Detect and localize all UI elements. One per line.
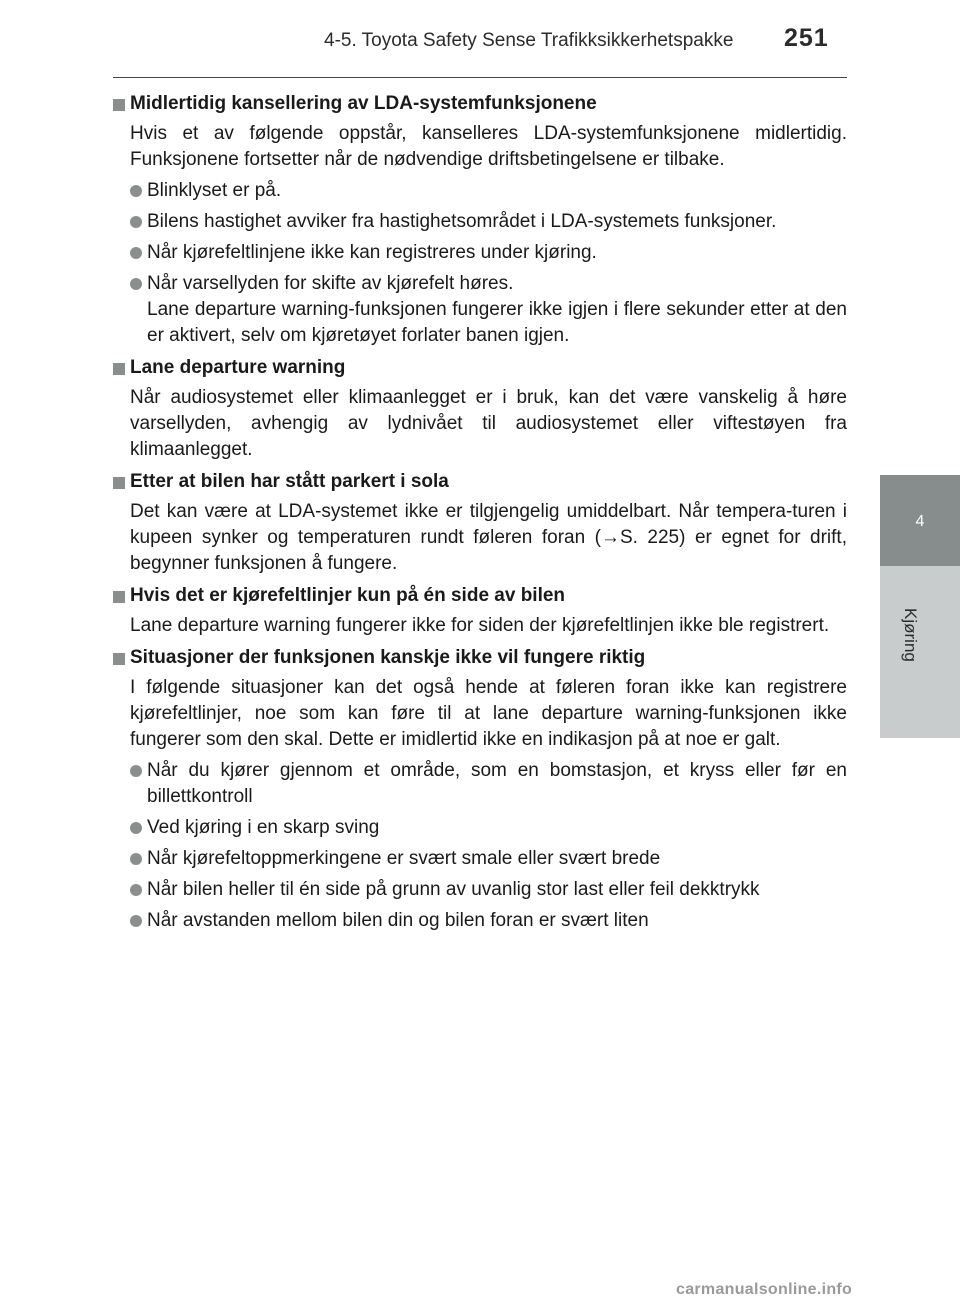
- chapter-label-strip: [880, 566, 960, 738]
- round-bullet-icon: [130, 185, 142, 197]
- list-item: [113, 877, 847, 903]
- list-item-text: Når du kjører gjennom et område, som en bomstasjon, et kryss eller før en billettkontroll: [147, 760, 847, 807]
- list-item: [113, 846, 847, 872]
- round-bullet-icon: [130, 765, 142, 777]
- list-item-text: Når avstanden mellom bilen din og bilen foran er svært liten: [147, 910, 649, 931]
- paragraph: Lane departure warning fungerer ikke for siden der kjørefeltlinjen ikke ble registrert.: [130, 615, 830, 636]
- section-heading: [113, 91, 847, 117]
- round-bullet-icon: [130, 853, 142, 865]
- square-bullet-icon: [113, 653, 125, 665]
- round-bullet-icon: [130, 822, 142, 834]
- list-item: [113, 209, 847, 235]
- list-item-text: Når kjørefeltlinjene ikke kan registreres under kjøring.: [147, 242, 597, 263]
- paragraph: Det kan være at LDA-systemet ikke er tilgjengelig umiddelbart. Når tempera-turen i kupeen synker og temperaturen rundt føleren foran (→S. 225) er egnet for drift, begynner funksjonen å fungere.: [130, 501, 847, 574]
- round-bullet-icon: [130, 278, 142, 290]
- square-bullet-icon: [113, 477, 125, 489]
- list-item-text: Ved kjøring i en skarp sving: [147, 817, 380, 838]
- list-item: [113, 758, 847, 810]
- paragraph: Når audiosystemet eller klimaanlegget er i bruk, kan det være vanskelig å høre varsellyden, avhengig av lydnivået til audiosystemet eller viftestøyen fra klimaanlegget.: [130, 387, 847, 460]
- round-bullet-icon: [130, 247, 142, 259]
- list-item: [113, 908, 847, 934]
- chapter-label: Kjøring: [901, 608, 920, 662]
- main-content: [113, 91, 847, 940]
- section-heading: [113, 645, 847, 671]
- section-heading-text: Midlertidig kansellering av LDA-systemfunksjonene: [130, 93, 597, 114]
- list-item-text: Når bilen heller til én side på grunn av uvanlig stor last eller feil dekktrykk: [147, 879, 760, 900]
- list-item: [113, 815, 847, 841]
- list-item: [113, 178, 847, 204]
- paragraph: I følgende situasjoner kan det også hende at føleren foran ikke kan registrere kjørefeltlinjer, noe som kan føre til at lane departure warning-funksjonen ikke fungerer som den skal. Dette er imidlertid ikke en indikasjon på at noe er galt.: [130, 677, 847, 750]
- round-bullet-icon: [130, 884, 142, 896]
- section: [113, 355, 847, 463]
- section-heading-text: Lane departure warning: [130, 357, 346, 378]
- section: [113, 91, 847, 349]
- list-item-text: Bilens hastighet avviker fra hastighetsområdet i LDA-systemets funksjoner.: [147, 211, 777, 232]
- section-heading-text: Etter at bilen har stått parkert i sola: [130, 471, 449, 492]
- section-heading: [113, 355, 847, 381]
- paragraph: Hvis et av følgende oppstår, kanselleres LDA-systemfunksjonene midlertidig. Funksjonene fortsetter når de nødvendige driftsbetingelsene er tilbake.: [130, 123, 847, 170]
- square-bullet-icon: [113, 591, 125, 603]
- page-number: 251: [784, 24, 829, 52]
- round-bullet-icon: [130, 915, 142, 927]
- list-item: [113, 271, 847, 349]
- header-divider: [113, 77, 847, 78]
- section: [113, 645, 847, 934]
- list-item-text: Blinklyset er på.: [147, 180, 282, 201]
- watermark: carmanualsonline.info: [676, 1281, 853, 1298]
- list-item-text: Lane departure warning-funksjonen fungerer ikke igjen i flere sekunder etter at den er aktivert, selv om kjøretøyet forlater banen igjen.: [147, 299, 847, 346]
- section: [113, 583, 847, 639]
- list-item-text: Når kjørefeltoppmerkingene er svært smale eller svært brede: [147, 848, 661, 869]
- section-heading: [113, 469, 847, 495]
- list-item-text: Når varsellyden for skifte av kjørefelt høres.: [147, 273, 514, 294]
- square-bullet-icon: [113, 363, 125, 375]
- header-title: 4-5. Toyota Safety Sense Trafikksikkerhetspakke: [324, 30, 734, 51]
- section-heading-text: Hvis det er kjørefeltlinjer kun på én side av bilen: [130, 585, 566, 606]
- chapter-number: 4: [915, 513, 925, 530]
- round-bullet-icon: [130, 216, 142, 228]
- section-heading: [113, 583, 847, 609]
- list-item: [113, 240, 847, 266]
- section-heading-text: Situasjoner der funksjonen kanskje ikke vil fungere riktig: [130, 647, 646, 668]
- square-bullet-icon: [113, 99, 125, 111]
- section: [113, 469, 847, 577]
- chapter-tab: [880, 475, 960, 566]
